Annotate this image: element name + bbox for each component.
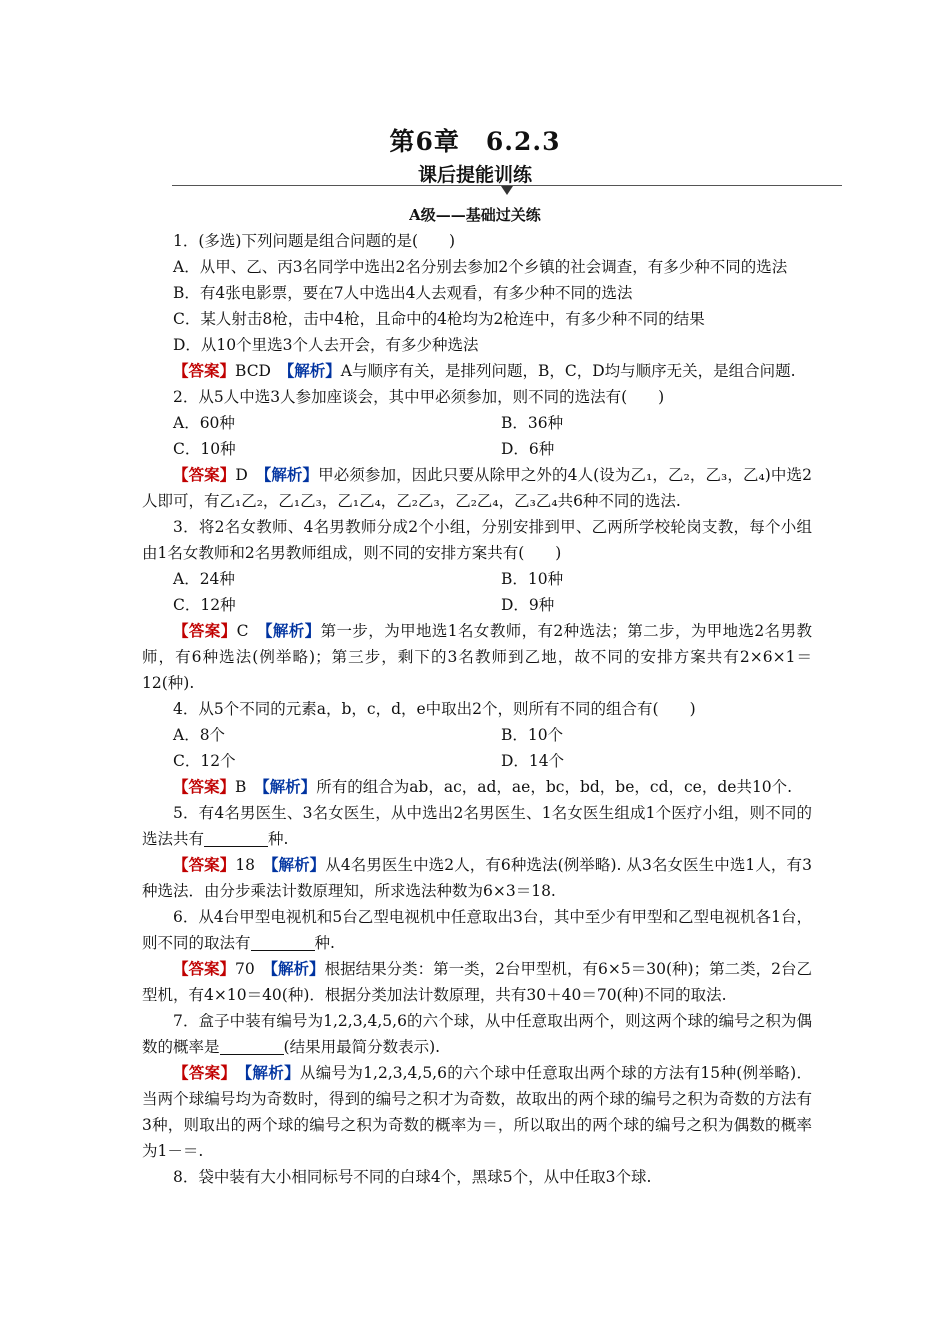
- question-4-option-c: C．12个: [173, 752, 236, 770]
- question-2-option-d: D．6种: [501, 440, 555, 458]
- question-4-stem: 4．从5个不同的元素a，b，c，d，e中取出2个，则所有不同的组合有( ): [173, 700, 696, 718]
- question-7-stem: [142, 1008, 812, 1060]
- question-4-options-row-1: [142, 722, 812, 748]
- question-7-stem-suffix: (结果用最简分数表示).: [283, 1038, 441, 1056]
- question-8-stem: 8．袋中装有大小相同标号不同的白球4个，黑球5个，从中任取3个球.: [173, 1168, 652, 1186]
- question-5-stem-suffix: 种.: [268, 830, 289, 848]
- rule-triangle-icon: [501, 186, 513, 195]
- analysis-label: 【解析】: [264, 621, 321, 640]
- answer-value: B: [235, 778, 247, 796]
- question-4-options-row-2: [142, 748, 812, 774]
- section-heading: A级——基础过关练: [409, 206, 541, 224]
- analysis-label: 【解析】: [263, 465, 319, 484]
- answer-value: 18: [235, 856, 256, 874]
- question-2-option-b: B．36种: [501, 414, 564, 432]
- question-2-answer: [142, 462, 812, 514]
- analysis-text: 从编号为1,2,3,4,5,6的六个球中任意取出两个球的方法有15种(例举略)．当两个球编号均为奇数时，得到的编号之积才为奇数，故取出的两个球的编号之积为奇数的方法有3种，则取出的两个球的编号之积为奇数的概率为＝，所以取出的两个球的编号之积为偶数的概率为1－＝.: [142, 1064, 812, 1160]
- answer-value: 70: [235, 960, 255, 978]
- answer-label: 【答案】: [173, 361, 236, 380]
- question-4-answer: [142, 774, 812, 800]
- question-2-options-row-1: [142, 410, 812, 436]
- answer-label: 【答案】: [173, 465, 236, 484]
- analysis-text: 甲必须参加，因此只要从除甲之外的4人(设为乙₁，乙₂，乙₃，乙₄)中选2人即可，有乙₁乙₂，乙₁乙₃，乙₁乙₄，乙₂乙₃，乙₂乙₄，乙₃乙₄共6种不同的选法.: [142, 466, 812, 510]
- question-3-option-a: A．24种: [173, 570, 235, 588]
- question-4-option-d: D．14个: [501, 752, 565, 770]
- question-1-option-c: C．某人射击8枪，击中4枪，且命中的4枪均为2枪连中，有多少种不同的结果: [173, 310, 705, 328]
- answer-blank: [204, 830, 268, 847]
- question-2-option-a: A．60种: [173, 414, 235, 432]
- analysis-label: 【解析】: [261, 777, 317, 796]
- answer-label: 【答案】: [173, 621, 237, 640]
- answer-blank: [251, 934, 315, 951]
- question-1-stem: 1．(多选)下列问题是组合问题的是( ): [173, 232, 456, 250]
- answer-blank: [220, 1038, 284, 1055]
- answer-value: D: [235, 466, 248, 484]
- answer-label: 【答案】: [173, 777, 236, 796]
- analysis-text: A与顺序有关，是排列问题，B，C，D均与顺序无关，是组合问题.: [340, 362, 796, 380]
- question-6-stem: [142, 904, 812, 956]
- question-5-stem: [142, 800, 812, 852]
- analysis-text: 从4名男医生中选2人，有6种选法(例举略). 从3名女医生中选1人，有3种选法．由分步乘法计数原理知，所求选法种数为6×3＝18.: [142, 856, 812, 900]
- question-6-stem-suffix: 种.: [314, 934, 335, 952]
- question-1-option-d: D．从10个里选3个人去开会，有多少种选法: [173, 336, 479, 354]
- analysis-text: 第一步，为甲地选1名女教师，有2种选法；第二步，为甲地选2名男教师，有6种选法(例举略)；第三步，剩下的3名教师到乙地，故不同的安排方案共有2×6×1＝12(种).: [142, 622, 812, 692]
- question-2-option-c: C．10种: [173, 440, 236, 458]
- page-title: 第6章 6.2.3: [389, 127, 561, 156]
- question-2-stem: 2．从5人中选3人参加座谈会，其中甲必须参加，则不同的选法有( ): [173, 388, 665, 406]
- question-3-option-c: C．12种: [173, 596, 236, 614]
- analysis-label: 【解析】: [244, 1063, 300, 1082]
- answer-label: 【答案】: [173, 1063, 229, 1082]
- question-4-option-a: A．8个: [173, 726, 226, 744]
- question-3-stem: 3．将2名女教师、4名男教师分成2个小组，分别安排到甲、乙两所学校轮岗支教，每个小组由1名女教师和2名男教师组成，则不同的安排方案共有( ): [142, 518, 812, 562]
- answer-label: 【答案】: [173, 855, 236, 874]
- question-6-answer: [142, 956, 812, 1008]
- analysis-label: 【解析】: [270, 959, 325, 978]
- question-1-option-a: A．从甲、乙、丙3名同学中选出2名分别去参加2个乡镇的社会调查，有多少种不同的选法: [173, 258, 788, 276]
- question-6-stem-text: 6．从4台甲型电视机和5台乙型电视机中任意取出3台，其中至少有甲型和乙型电视机各1台，则不同的取法有: [142, 908, 812, 952]
- question-3-answer: [142, 618, 812, 696]
- analysis-label: 【解析】: [270, 855, 326, 874]
- page-subtitle: 课后提能训练: [417, 164, 532, 186]
- question-1-option-b: B．有4张电影票，要在7人中选出4人去观看，有多少种不同的选法: [173, 284, 633, 302]
- answer-value: C: [236, 622, 249, 640]
- question-5-answer: [142, 852, 812, 904]
- question-1-answer: [142, 358, 812, 384]
- question-3-options-row-2: [142, 592, 812, 618]
- question-2-options-row-2: [142, 436, 812, 462]
- question-7-stem-text: 7．盒子中装有编号为1,2,3,4,5,6的六个球，从中任意取出两个，则这两个球的编号之积为偶数的概率是: [142, 1012, 812, 1056]
- answer-label: 【答案】: [173, 959, 236, 978]
- analysis-label: 【解析】: [286, 361, 341, 380]
- question-3-option-d: D．9种: [501, 596, 555, 614]
- answer-value: BCD: [235, 362, 271, 380]
- question-3-options-row-1: [142, 566, 812, 592]
- question-list: [142, 228, 812, 1190]
- question-4-option-b: B．10个: [501, 726, 564, 744]
- analysis-text: 所有的组合为ab，ac，ad，ae，bc，bd，be，cd，ce，de共10个.: [316, 778, 793, 796]
- question-7-answer: [142, 1060, 812, 1164]
- question-5-stem-text: 5．有4名男医生、3名女医生，从中选出2名男医生、1名女医生组成1个医疗小组，则不同的选法共有: [142, 804, 812, 848]
- analysis-text: 根据结果分类：第一类，2台甲型机，有6×5＝30(种)；第二类，2台乙型机，有4×10＝40(种)．根据分类加法计数原理，共有30＋40＝70(种)不同的取法.: [142, 960, 812, 1004]
- question-3-option-b: B．10种: [501, 570, 564, 588]
